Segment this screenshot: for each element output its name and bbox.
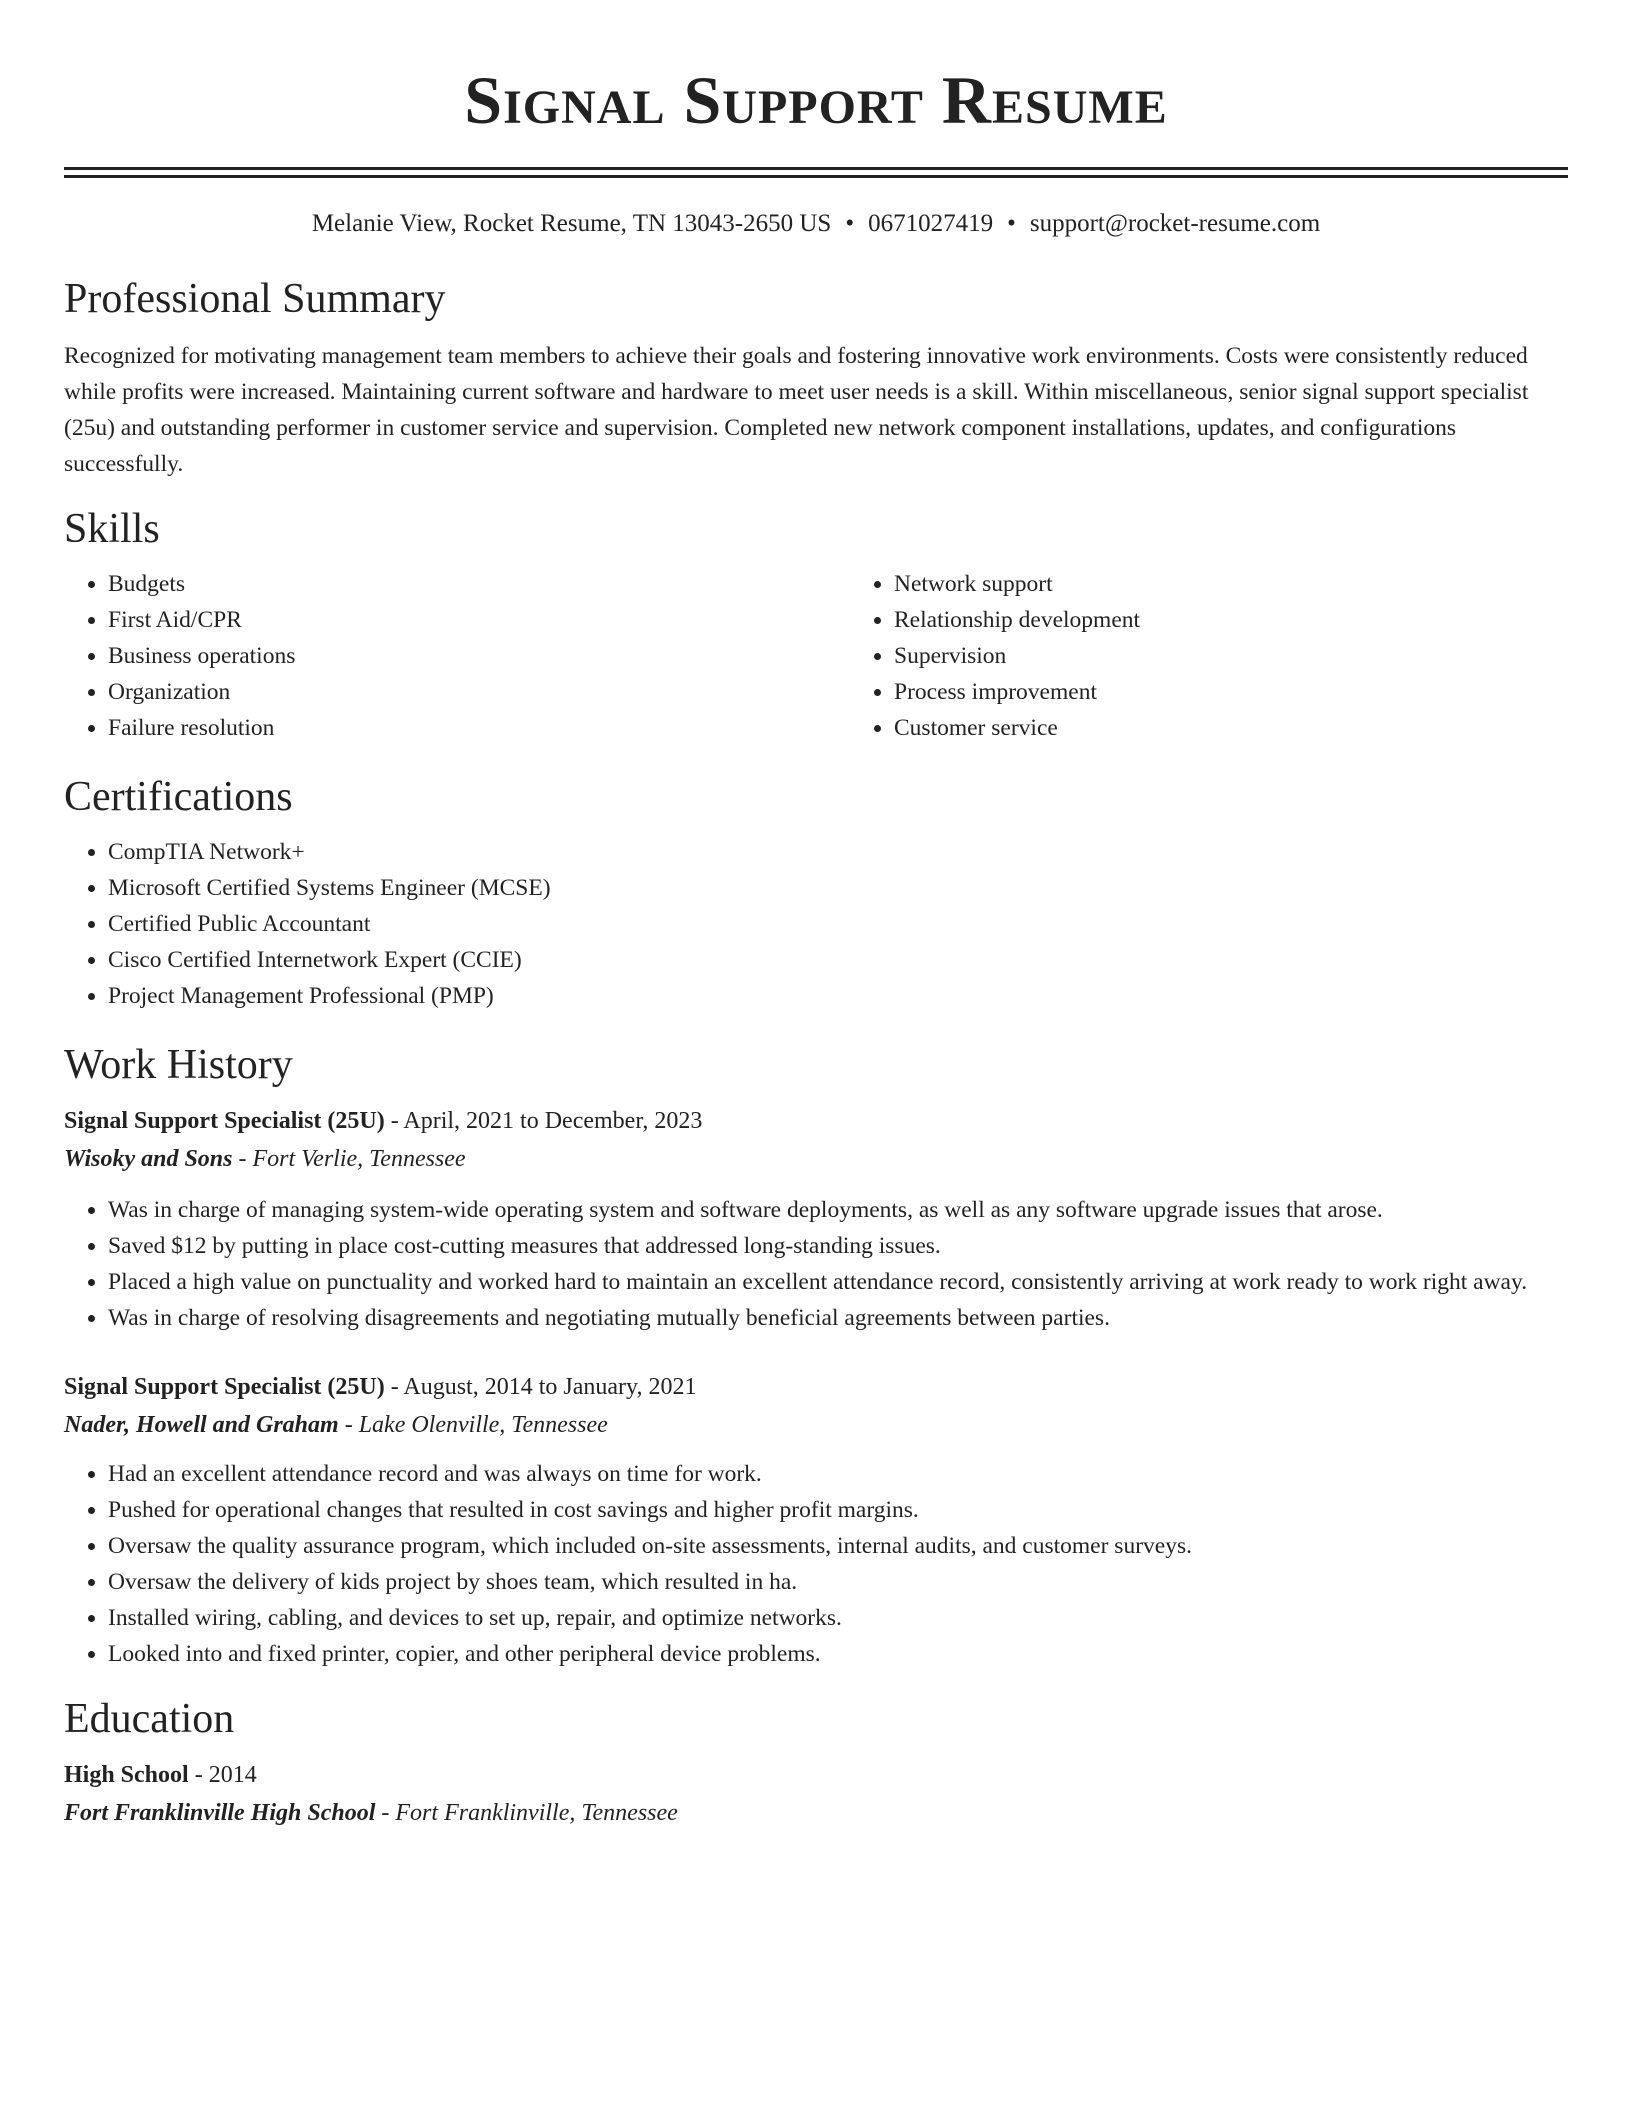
education-school: Fort Franklinville High School	[64, 1800, 376, 1826]
job-duty: • Installed wiring, cabling, and devices to set up, repair, and optimize networks.	[108, 1600, 1568, 1636]
job-header	[64, 1102, 1568, 1140]
skill-item: • Organization	[108, 674, 850, 710]
skills-section	[64, 504, 1568, 746]
certification-item: • Microsoft Certified Systems Engineer (MCSE)	[108, 870, 1568, 906]
job-duty: • Saved $12 by putting in place cost-cutting measures that addressed long-standing issues.	[108, 1228, 1568, 1264]
skills-list-right	[850, 566, 1632, 746]
title-double-rule	[64, 167, 1568, 178]
work-history-section	[64, 1040, 1568, 1672]
skill-item: • Business operations	[108, 638, 850, 674]
resume-title: Signal Support Resume	[464, 62, 1168, 138]
certifications-section	[64, 772, 1568, 1014]
job-employer	[64, 1140, 1568, 1178]
education-entry	[64, 1756, 1568, 1832]
education-degree: High School	[64, 1762, 189, 1788]
job-header	[64, 1368, 1568, 1406]
skills-list-left	[64, 566, 850, 746]
skills-grid	[64, 566, 1568, 746]
job-dates: - April, 2021 to December, 2023	[384, 1108, 703, 1134]
work-history-heading: Work History	[64, 1042, 293, 1088]
contact-address: Melanie View, Rocket Resume, TN 13043-2650 US	[311, 210, 832, 237]
contact-separator: •	[845, 210, 855, 237]
contact-line	[64, 208, 1568, 240]
education-school-line	[64, 1794, 1568, 1832]
skill-item: • Supervision	[894, 638, 1632, 674]
job-duty: • Was in charge of managing system-wide operating system and software deployments, as well as any software upgrade issues that arose.	[108, 1192, 1568, 1228]
certifications-heading: Certifications	[64, 774, 293, 820]
job-duty: • Was in charge of resolving disagreements and negotiating mutually beneficial agreements between parties.	[108, 1300, 1568, 1336]
contact-email[interactable]: support@rocket-resume.com	[1029, 210, 1321, 237]
job-duty: • Oversaw the quality assurance program, which included on-site assessments, internal audits, and customer surveys.	[108, 1528, 1568, 1564]
skill-item: • Customer service	[894, 710, 1632, 746]
skill-item: • Relationship development	[894, 602, 1632, 638]
job-duty: • Placed a high value on punctuality and worked hard to maintain an excellent attendance record, consistently arriving at work ready to work right away.	[108, 1264, 1568, 1300]
certification-item: • Cisco Certified Internetwork Expert (CCIE)	[108, 942, 1568, 978]
education-location: - Fort Franklinville, Tennessee	[375, 1800, 678, 1826]
contact-separator: •	[1007, 210, 1016, 237]
job-duty: • Pushed for operational changes that resulted in cost savings and higher profit margins.	[108, 1492, 1568, 1528]
contact-phone: 0671027419	[868, 210, 994, 237]
job-dates: - August, 2014 to January, 2021	[384, 1374, 697, 1400]
skill-item: • First Aid/CPR	[108, 602, 850, 638]
job-duty: • Oversaw the delivery of kids project by shoes team, which resulted in ha.	[108, 1564, 1568, 1600]
education-header	[64, 1756, 1568, 1794]
education-section	[64, 1694, 1568, 1832]
job-company: Wisoky and Sons	[64, 1146, 233, 1172]
job-duty: • Had an excellent attendance record and was always on time for work.	[108, 1456, 1568, 1492]
certification-item: • Certified Public Accountant	[108, 906, 1568, 942]
job-duties	[64, 1192, 1568, 1336]
skill-item: • Budgets	[108, 566, 850, 602]
education-heading: Education	[64, 1696, 235, 1742]
skill-item: • Failure resolution	[108, 710, 850, 746]
job-entry	[64, 1102, 1568, 1336]
job-title: Signal Support Specialist (25U)	[64, 1374, 385, 1400]
summary-text: Recognized for motivating management team members to achieve their goals and fostering innovative work environments. Costs were consistently reduced while profits were increased. Maintaining current software and hardware to meet user needs is a skill. Within miscellaneous, senior signal support specialist (25u) and outstanding performer in customer service and supervision. Completed new network component installations, updates, and configurations successfully.	[64, 343, 1529, 477]
job-entry	[64, 1368, 1568, 1672]
certification-item: • CompTIA Network+	[108, 834, 1568, 870]
job-location: - Fort Verlie, Tennessee	[232, 1146, 466, 1172]
education-year: - 2014	[188, 1762, 257, 1788]
skill-item: • Network support	[894, 566, 1632, 602]
skill-item: • Process improvement	[894, 674, 1632, 710]
certification-item: • Project Management Professional (PMP)	[108, 978, 1568, 1014]
summary-section	[64, 274, 1568, 482]
job-location: - Lake Olenville, Tennessee	[338, 1412, 608, 1438]
certifications-list	[64, 834, 1568, 1014]
job-duties	[64, 1456, 1568, 1672]
summary-heading: Professional Summary	[64, 276, 446, 322]
job-employer	[64, 1406, 1568, 1444]
job-title: Signal Support Specialist (25U)	[64, 1108, 385, 1134]
skills-heading: Skills	[64, 506, 160, 552]
job-company: Nader, Howell and Graham	[64, 1412, 339, 1438]
job-duty: • Looked into and fixed printer, copier, and other peripheral device problems.	[108, 1636, 1568, 1672]
